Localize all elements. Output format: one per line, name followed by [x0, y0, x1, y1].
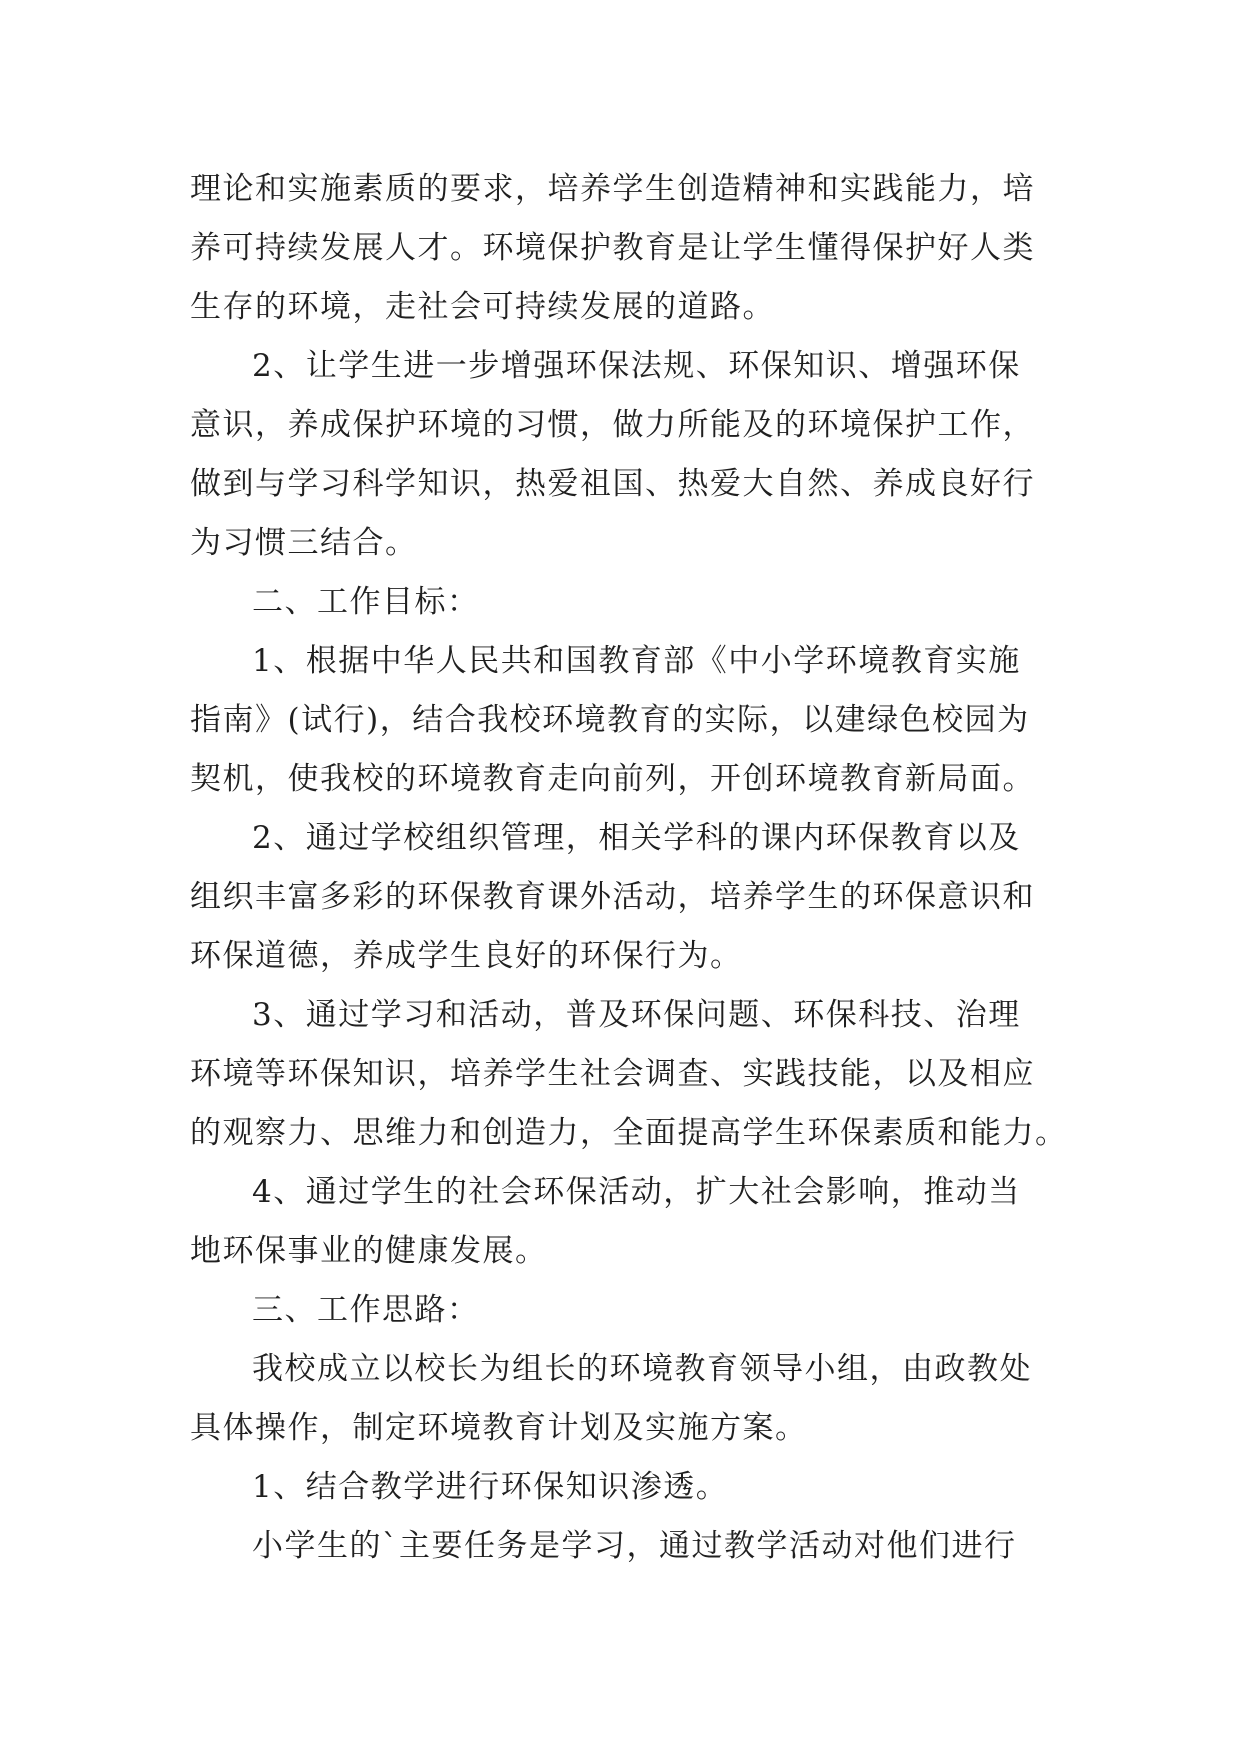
text-line: 3、通过学习和活动，普及环保问题、环保科技、治理: [252, 997, 1021, 1033]
text-line: 指南》(试行)，结合我校环境教育的实际，以建绿色校园为: [190, 702, 1030, 738]
section-heading: 二、工作目标：: [252, 584, 480, 620]
text-line: 环保道德，养成学生良好的环保行为。: [190, 938, 743, 974]
text-line: 组织丰富多彩的环保教育课外活动，培养学生的环保意识和: [190, 879, 1035, 915]
text-line: 我校成立以校长为组长的环境教育领导小组，由政教处: [252, 1351, 1032, 1387]
text-line: 做到与学习科学知识，热爱祖国、热爱大自然、养成良好行: [190, 466, 1035, 502]
section-heading: 三、工作思路：: [252, 1292, 480, 1328]
text-line: 为习惯三结合。: [190, 525, 418, 561]
text-line: 1、根据中华人民共和国教育部《中小学环境教育实施: [252, 643, 1021, 679]
text-line: 契机，使我校的环境教育走向前列，开创环境教育新局面。: [190, 761, 1035, 797]
text-line: 1、结合教学进行环保知识渗透。: [252, 1469, 729, 1505]
text-line: 小学生的`主要任务是学习，通过教学活动对他们进行: [252, 1528, 1017, 1564]
text-line: 2、通过学校组织管理，相关学科的课内环保教育以及: [252, 820, 1021, 856]
text-line: 地环保事业的健康发展。: [190, 1233, 548, 1269]
document-body: [190, 160, 1068, 1576]
text-line: 环境等环保知识，培养学生社会调查、实践技能，以及相应: [190, 1056, 1035, 1092]
text-line: 的观察力、思维力和创造力，全面提高学生环保素质和能力。: [190, 1115, 1068, 1151]
text-line: 养可持续发展人才。环境保护教育是让学生懂得保护好人类: [190, 230, 1035, 266]
text-line: 2、让学生进一步增强环保法规、环保知识、增强环保: [252, 348, 1021, 384]
text-line: 理论和实施素质的要求，培养学生创造精神和实践能力，培: [190, 171, 1035, 207]
text-line: 生存的环境，走社会可持续发展的道路。: [190, 289, 775, 325]
text-line: 意识，养成保护环境的习惯，做力所能及的环境保护工作，: [190, 407, 1035, 443]
text-line: 具体操作，制定环境教育计划及实施方案。: [190, 1410, 808, 1446]
text-line: 4、通过学生的社会环保活动，扩大社会影响，推动当: [252, 1174, 1021, 1210]
